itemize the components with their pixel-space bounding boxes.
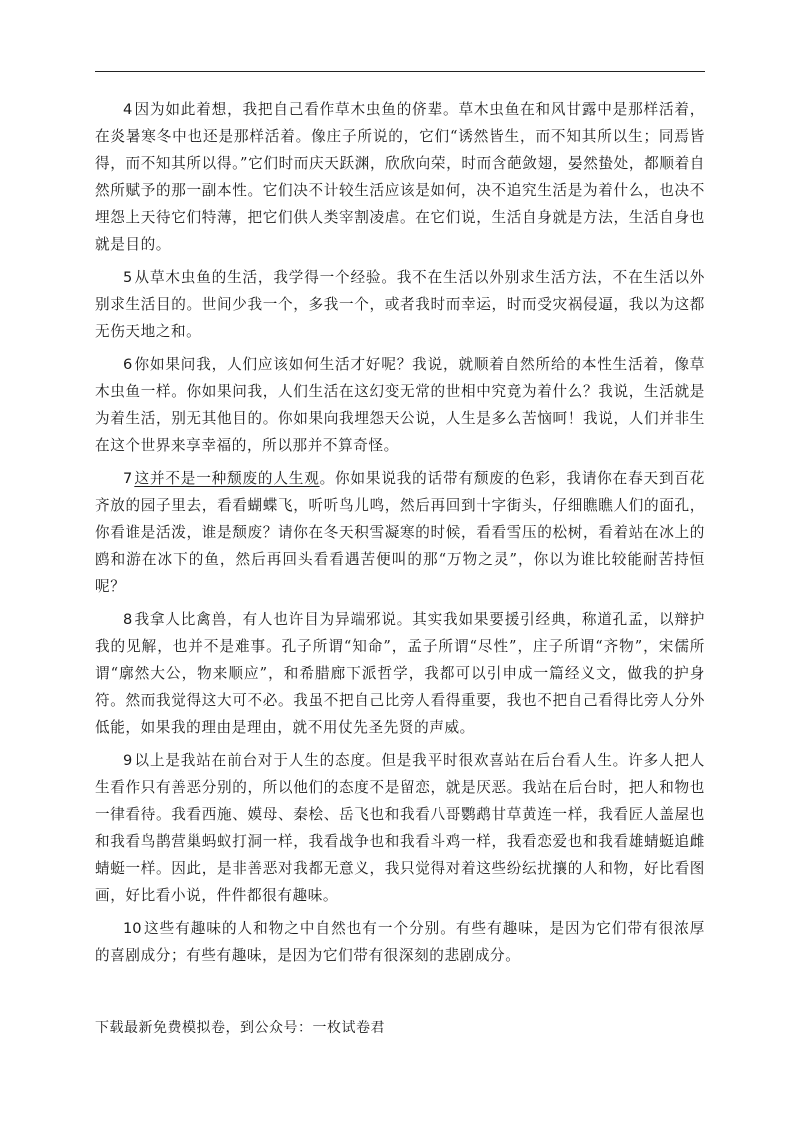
paragraph-number: 7: [123, 470, 133, 487]
paragraph-8: [95, 606, 705, 741]
paragraph-number: 9: [123, 752, 133, 769]
article-body: [95, 96, 705, 975]
paragraph-number: 8: [123, 611, 133, 628]
paragraph-text: 从草木虫鱼的生活，我学得一个经验。我不在生活以外别求生活方法，不在生活以外别求生活目的。世间少我一个，多我一个，或者我时而幸运，时而受灾祸侵逼，我以为这都无伤天地之和。: [95, 269, 705, 340]
paragraph-text: 。你如果说我的话带有颓废的色彩，我请你在春天到百花齐放的园子里去，看看蝴蝶飞，听听鸟儿鸣，然后再回到十字街头，仔细瞧瞧人们的面孔，你看谁是活泼，谁是颓废？请你在冬天积雪凝寒的时候，看看雪压的松树，看着站在冰上的鸥和游在冰下的鱼，然后再回头看看遇苦便叫的那“万物之灵”，你以为谁比较能耐苦持恒呢？: [95, 470, 705, 595]
paragraph-number: 10: [123, 920, 142, 937]
paragraph-text: 我拿人比禽兽，有人也许目为异端邪说。其实我如果要援引经典，称道孔孟，以辩护我的见解，也并不是难事。孔子所谓“知命”，孟子所谓“尽性”，庄子所谓“齐物”，宋儒所谓“廓然大公，物来顺应”，和希腊廊下派哲学，我都可以引申成一篇经义文，做我的护身符。然而我觉得这大可不必。我虽不把自己比旁人看得重要，我也不把自己看得比旁人分外低能，如果我的理由是理由，就不用仗先圣先贤的声威。: [95, 611, 705, 736]
paragraph-text: 你如果问我，人们应该如何生活才好呢？我说，就顺着自然所给的本性生活着，像草木虫鱼一样。你如果问我，人们生活在这幻变无常的世相中究竟为着什么？我说，生活就是为着生活，别无其他目的。你如果向我埋怨天公说，人生是多么苦恼呵！我说，人们并非生在这个世界来享幸福的，所以那并不算奇怪。: [95, 356, 705, 454]
paragraph-text: 因为如此着想，我把自己看作草木虫鱼的侪辈。草木虫鱼在和风甘露中是那样活着，在炎暑寒冬中也还是那样活着。像庄子所说的，它们“诱然皆生，而不知其所以生；同焉皆得，而不知其所以得。”它们时而庆天跃渊，欣欣向荣，时而含葩敛翅，晏然蛰处，都顺着自然所赋予的那一副本性。它们决不计较生活应该是如何，决不追究生活是为着什么，也决不埋怨上天待它们特薄，把它们供人类宰割凌虐。在它们说，生活自身就是方法，生活自身也就是目的。: [95, 101, 705, 253]
paragraph-5: [95, 264, 705, 345]
paragraph-number: 4: [123, 101, 133, 118]
paragraph-number: 5: [123, 269, 133, 286]
header-rule: [95, 71, 705, 72]
paragraph-7: [95, 465, 705, 600]
paragraph-9: [95, 747, 705, 909]
paragraph-10: [95, 915, 705, 969]
underlined-sentence: 这并不是一种颓废的人生观: [134, 470, 320, 487]
paragraph-text: 以上是我站在前台对于人生的态度。但是我平时很欢喜站在后台看人生。许多人把人生看作只有善恶分别的，所以他们的态度不是留恋，就是厌恶。我站在后台时，把人和物也一律看待。我看西施、嫫母、秦桧、岳飞也和我看八哥鹦鹉甘草黄连一样，我看匠人盖屋也和我看鸟鹊营巢蚂蚁打洞一样，我看战争也和我看斗鸡一样，我看恋爱也和我看雄蜻蜓追雌蜻蜓一样。因此，是非善恶对我都无意义，我只觉得对着这些纷纭扰攘的人和物，好比看图画，好比看小说，件件都很有趣味。: [95, 752, 705, 904]
paragraph-number: 6: [123, 356, 133, 373]
footer-note: 下载最新免费模拟卷，到公众号：一枚试卷君: [95, 1020, 385, 1036]
paragraph-6: [95, 351, 705, 459]
paragraph-4: [95, 96, 705, 258]
paragraph-text: 这些有趣味的人和物之中自然也有一个分别。有些有趣味，是因为它们带有很浓厚的喜剧成分；有些有趣味，是因为它们带有很深刻的悲剧成分。: [95, 920, 705, 964]
